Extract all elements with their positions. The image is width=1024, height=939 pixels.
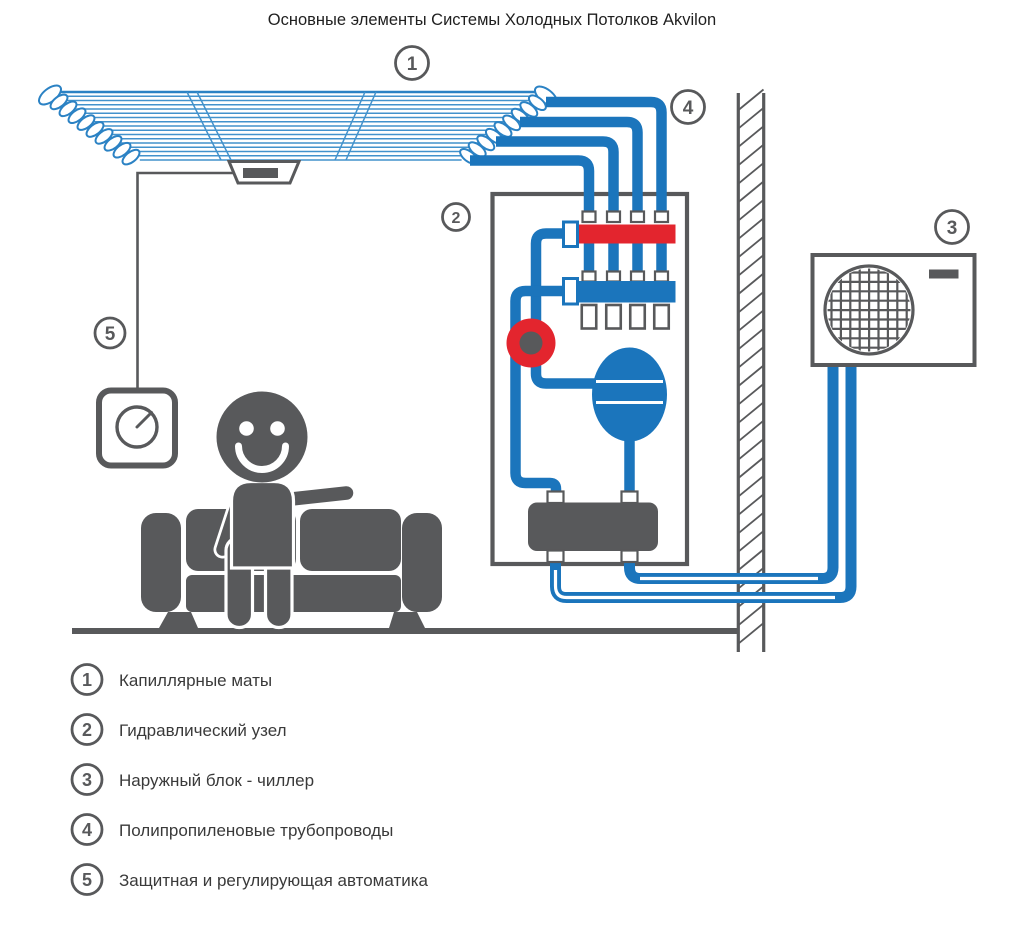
marker-3-number: 3 <box>946 218 958 239</box>
diagram-title: Основные элементы Системы Холодных Потолков Akvilon <box>267 11 717 29</box>
wall-hatch-line <box>739 108 764 128</box>
exchanger-connector <box>622 551 638 563</box>
legend-2-label: Гидравлический узел <box>119 721 287 740</box>
manifold-valve <box>582 305 597 329</box>
wall-hatch-line <box>739 439 764 460</box>
marker-5 <box>95 318 125 348</box>
ceiling-sensor <box>229 162 299 184</box>
legend-4-label: Полипропиленовые трубопроводы <box>119 821 394 840</box>
manifold-valve <box>654 305 669 329</box>
wall-hatch-line <box>739 145 764 166</box>
person-torso <box>232 482 294 569</box>
expansion-tank <box>592 348 667 442</box>
person-eye <box>270 421 285 436</box>
marker-2-number: 2 <box>451 210 461 227</box>
wall-hatch-line <box>739 163 764 184</box>
wall-hatch-line <box>739 218 764 239</box>
thermostat <box>99 391 175 466</box>
wall-hatch-line <box>739 402 764 423</box>
wall-hatch-line <box>739 421 764 442</box>
wall-hatch-line <box>739 347 764 368</box>
marker-4 <box>672 91 705 124</box>
wall-hatch-line <box>739 384 764 405</box>
wall-hatch-line <box>739 458 764 479</box>
wall-hatch-line <box>739 329 764 350</box>
extended-arm <box>287 493 347 500</box>
wall-hatch-line <box>739 366 764 387</box>
legend <box>72 665 429 895</box>
supply-manifold-red <box>577 225 676 244</box>
legend-1-label: Капиллярные маты <box>119 671 273 690</box>
legend-item <box>72 765 314 795</box>
wall-hatch-line <box>739 550 764 571</box>
sensor-wire <box>138 173 235 391</box>
exchanger-connector <box>548 551 564 563</box>
sofa-foot <box>389 612 425 628</box>
blue-manifold-port <box>564 279 578 305</box>
wall-hatch-line <box>739 310 764 331</box>
manifold-valve <box>630 305 645 329</box>
exchanger-connector <box>548 492 564 504</box>
legend-4-number: 4 <box>81 820 93 840</box>
wall-hatch-pattern <box>739 90 764 644</box>
outdoor-chiller-unit <box>813 255 975 365</box>
chiller-badge <box>929 270 959 279</box>
manifold-connector <box>631 272 644 282</box>
wall-hatch-line <box>739 126 764 147</box>
legend-item <box>72 815 393 845</box>
wall-hatch-line <box>739 476 764 497</box>
ceiling-sensor-vent <box>243 168 278 178</box>
capillary-mat <box>36 82 560 167</box>
legend-3-number: 3 <box>81 770 93 790</box>
wall-hatch-line <box>739 292 764 313</box>
legend-2-number: 2 <box>81 720 93 740</box>
exchanger-connector <box>622 492 638 504</box>
wall-hatch-line <box>739 623 764 644</box>
marker-5-number: 5 <box>104 324 116 345</box>
manifold-connector <box>583 212 596 223</box>
sofa-armrest <box>141 513 181 612</box>
legend-3-label: Наружный блок - чиллер <box>119 771 315 790</box>
manifold-connector <box>655 272 668 282</box>
person-eye <box>239 421 254 436</box>
wall-hatch-line <box>739 255 764 276</box>
manifold-connector <box>631 212 644 223</box>
wall <box>738 90 763 653</box>
sofa-foot <box>159 612 198 628</box>
red-manifold-port <box>564 222 578 247</box>
marker-1 <box>396 47 429 80</box>
manifold-connector <box>607 212 620 223</box>
marker-4-number: 4 <box>682 98 694 119</box>
legend-item <box>72 665 272 695</box>
marker-3 <box>936 211 969 244</box>
wall-hatch-line <box>739 182 764 203</box>
wall-hatch-line <box>739 605 764 626</box>
pump-hub <box>520 332 543 355</box>
manifold-connector <box>583 272 596 282</box>
manifold-valve <box>606 305 621 329</box>
sofa-back-cushion <box>300 509 401 571</box>
legend-1-number: 1 <box>81 670 93 690</box>
marker-1-number: 1 <box>406 54 418 75</box>
return-manifold-blue <box>577 281 676 303</box>
legend-5-number: 5 <box>81 870 93 890</box>
wall-hatch-line <box>739 200 764 221</box>
marker-2 <box>443 204 470 231</box>
wall-hatch-line <box>739 494 764 515</box>
sofa-armrest <box>402 513 442 612</box>
manifold-connector <box>607 272 620 282</box>
legend-item <box>72 865 429 895</box>
legend-item <box>72 715 287 745</box>
heat-exchanger <box>528 503 658 552</box>
wall-hatch-line <box>739 90 764 111</box>
wall-hatch-line <box>739 531 764 552</box>
manifold-connector <box>655 212 668 223</box>
wall-hatch-line <box>739 237 764 258</box>
wall-hatch-line <box>739 513 764 534</box>
legend-5-label: Защитная и регулирующая автоматика <box>119 871 428 890</box>
wall-hatch-line <box>739 274 764 295</box>
